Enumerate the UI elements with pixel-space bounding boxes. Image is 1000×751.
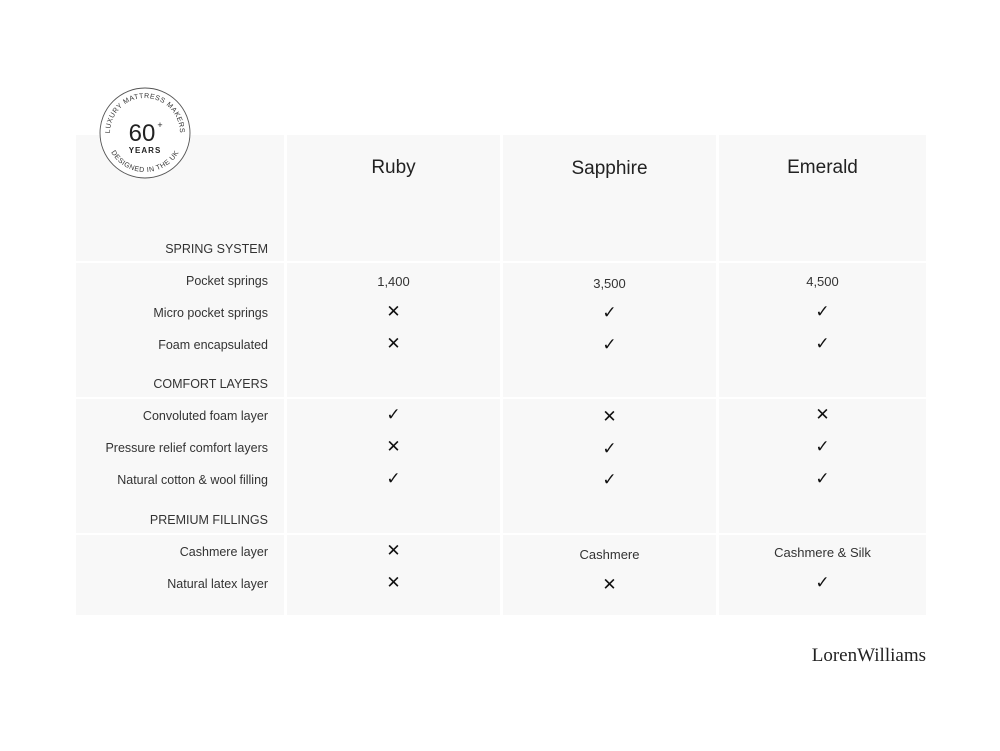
check-icon: ✓ bbox=[815, 302, 830, 321]
section-title: PREMIUM FILLINGS bbox=[149, 513, 268, 527]
cross-icon: ✕ bbox=[815, 405, 830, 424]
row-divider bbox=[76, 533, 926, 535]
cross-icon: ✕ bbox=[386, 573, 401, 592]
check-icon: ✓ bbox=[602, 439, 617, 458]
check-icon: ✓ bbox=[815, 469, 830, 488]
badge-years: YEARS bbox=[128, 146, 162, 155]
row-label: Pocket springs bbox=[186, 274, 268, 288]
row-label: Convoluted foam layer bbox=[142, 409, 268, 423]
brand-logo: LorenWilliams bbox=[811, 645, 926, 666]
label-column bbox=[76, 135, 284, 615]
cross-icon: ✕ bbox=[386, 437, 401, 456]
row-label: Foam encapsulated bbox=[158, 338, 268, 352]
row-label: Cashmere layer bbox=[179, 545, 268, 559]
emerald-column bbox=[719, 135, 926, 615]
check-icon: ✓ bbox=[815, 437, 830, 456]
check-icon: ✓ bbox=[602, 470, 617, 489]
comparison-table bbox=[76, 135, 926, 615]
sapphire-column bbox=[503, 135, 716, 615]
check-icon: ✓ bbox=[386, 469, 401, 488]
section-title: COMFORT LAYERS bbox=[153, 377, 268, 391]
row-label: Micro pocket springs bbox=[153, 306, 268, 320]
product-title-ruby: Ruby bbox=[371, 157, 416, 178]
cross-icon: ✕ bbox=[602, 575, 617, 594]
cell-value: 3,500 bbox=[593, 276, 626, 291]
badge-bottom-text: DESIGNED IN THE UK bbox=[109, 149, 181, 175]
check-icon: ✓ bbox=[386, 405, 401, 424]
badge-top-text: LUXURY MATTRESS MAKERS bbox=[104, 92, 186, 134]
product-title-sapphire: Sapphire bbox=[571, 158, 648, 179]
product-title-emerald: Emerald bbox=[787, 157, 858, 178]
row-label: Natural latex layer bbox=[167, 577, 268, 591]
check-icon: ✓ bbox=[602, 303, 617, 322]
cross-icon: ✕ bbox=[386, 541, 401, 560]
cell-value: 4,500 bbox=[806, 274, 839, 289]
check-icon: ✓ bbox=[815, 334, 830, 353]
cross-icon: ✕ bbox=[386, 302, 401, 321]
cell-value: Cashmere & Silk bbox=[774, 545, 871, 560]
badge-plus: + bbox=[157, 120, 163, 130]
sixty-years-badge bbox=[98, 86, 192, 180]
badge-number: 60 bbox=[128, 120, 156, 147]
row-label: Natural cotton & wool filling bbox=[117, 473, 268, 487]
cross-icon: ✕ bbox=[386, 334, 401, 353]
row-divider bbox=[76, 261, 926, 263]
row-divider bbox=[76, 397, 926, 399]
row-label: Pressure relief comfort layers bbox=[105, 441, 268, 455]
check-icon: ✓ bbox=[815, 573, 830, 592]
cell-value: 1,400 bbox=[377, 274, 410, 289]
check-icon: ✓ bbox=[602, 335, 617, 354]
section-title: SPRING SYSTEM bbox=[165, 242, 268, 256]
cell-value: Cashmere bbox=[579, 547, 640, 562]
cross-icon: ✕ bbox=[602, 407, 617, 426]
